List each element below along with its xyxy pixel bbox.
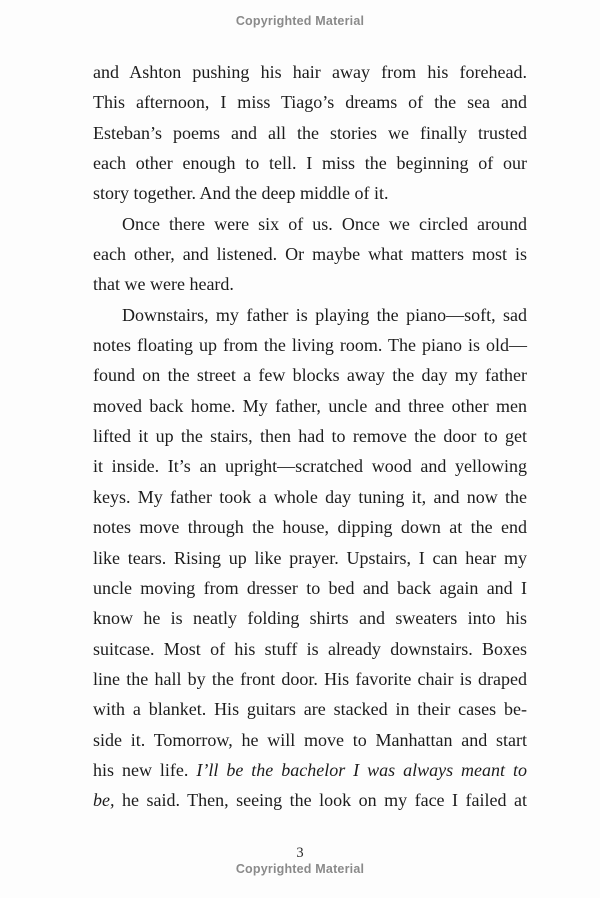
paragraph (93, 57, 527, 209)
text-line (93, 755, 527, 785)
text-run: that we were heard. (93, 274, 234, 295)
text-run: notes move through the house, dipping down at the end (93, 517, 527, 538)
text-run: notes floating up from the living room. The piano is old— (93, 335, 527, 356)
text-run: he said. Then, seeing the look on my face I failed at (114, 790, 527, 811)
text-run: moved back home. My father, uncle and three other men (93, 395, 527, 416)
text-run: each other enough to tell. I miss the beginning of our (93, 153, 527, 174)
text-line (93, 148, 527, 178)
text-run: line the hall by the front door. His favorite chair is draped (93, 668, 527, 689)
text-line (93, 512, 527, 542)
text-line (93, 451, 527, 481)
text-run: it inside. It’s an upright—scratched wood and yellowing (93, 456, 527, 477)
text-line (93, 603, 527, 633)
text-line (93, 178, 527, 208)
text-line (93, 694, 527, 724)
text-line (93, 573, 527, 603)
text-line (93, 725, 527, 755)
text-run: like tears. Rising up like prayer. Upstairs, I can hear my (93, 547, 527, 568)
text-line (93, 300, 527, 330)
text-line (93, 482, 527, 512)
text-line (93, 269, 527, 299)
text-line (93, 239, 527, 269)
text-run: with a blanket. His guitars are stacked in their cases be- (93, 699, 527, 720)
text-run: Esteban’s poems and all the stories we finally trusted (93, 122, 527, 143)
text-line (93, 634, 527, 664)
text-run: his new life. (93, 759, 197, 780)
text-line (93, 57, 527, 87)
text-line (93, 391, 527, 421)
text-run: and Ashton pushing his hair away from his forehead. (93, 62, 527, 82)
text-line (93, 360, 527, 390)
paragraph (93, 300, 527, 816)
text-run: keys. My father took a whole day tuning it, and now the (93, 486, 527, 507)
body-text (93, 57, 527, 816)
text-line (93, 543, 527, 573)
text-line (93, 330, 527, 360)
italic-text-run: be, (93, 790, 115, 811)
text-line (93, 421, 527, 451)
text-line (93, 785, 527, 815)
text-line (93, 209, 527, 239)
text-run: This afternoon, I miss Tiago’s dreams of the sea and (93, 92, 527, 113)
text-run: uncle moving from dresser to bed and back again and I (93, 577, 527, 598)
text-run: Once there were six of us. Once we circled around (122, 213, 527, 234)
text-run: know he is neatly folding shirts and sweaters into his (93, 608, 527, 629)
text-run: suitcase. Most of his stuff is already downstairs. Boxes (93, 638, 527, 659)
text-run: Downstairs, my father is playing the piano—soft, sad (122, 304, 527, 325)
paragraph (93, 209, 527, 300)
text-run: side it. Tomorrow, he will move to Manhattan and start (93, 729, 527, 750)
copyright-notice-top: Copyrighted Material (235, 14, 365, 28)
text-run: each other, and listened. Or maybe what matters most is (93, 244, 527, 265)
text-line (93, 118, 527, 148)
text-run: story together. And the deep middle of it. (93, 183, 389, 204)
text-line (93, 664, 527, 694)
page-number: 3 (296, 845, 304, 861)
text-run: found on the street a few blocks away the day my father (93, 365, 527, 386)
text-line (93, 87, 527, 117)
copyright-notice-bottom: Copyrighted Material (235, 862, 365, 876)
italic-text-run: I’ll be the bachelor I was always meant to (196, 759, 528, 780)
text-run: lifted it up the stairs, then had to remove the door to get (93, 426, 527, 447)
